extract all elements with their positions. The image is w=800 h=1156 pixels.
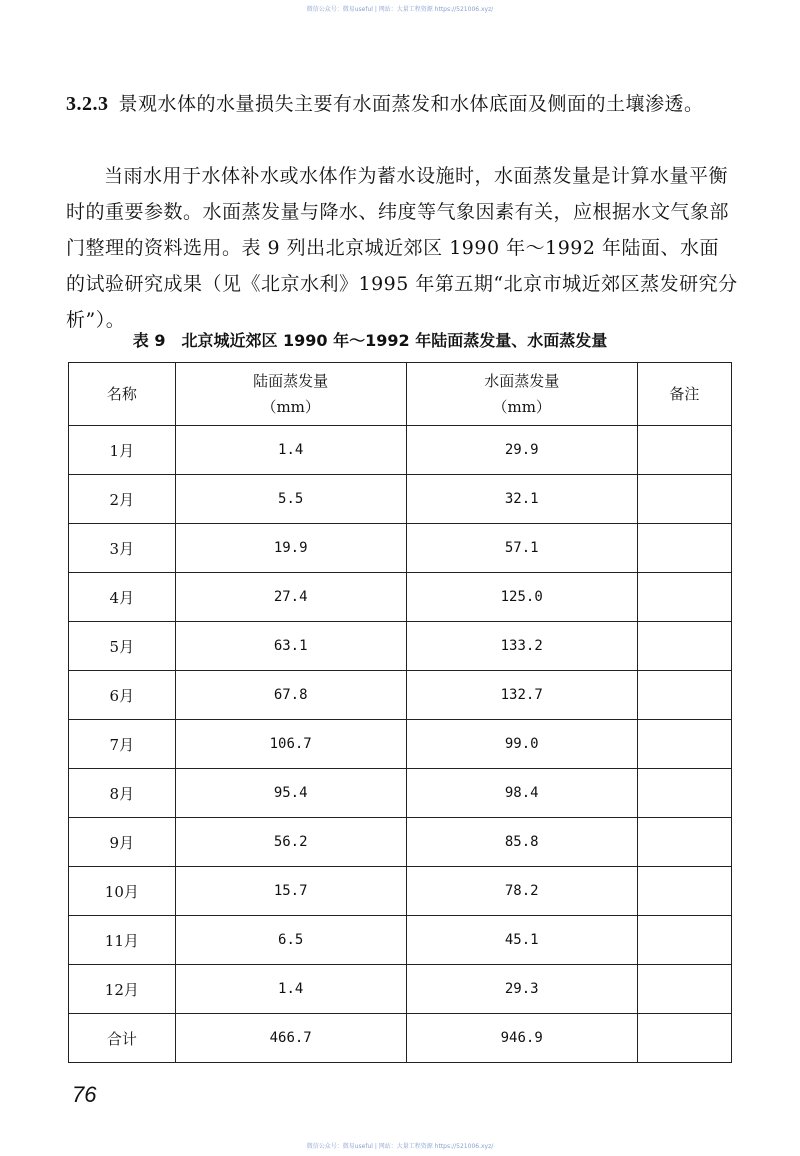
remarks-cell (637, 916, 731, 965)
table-row (69, 867, 732, 916)
land-evaporation-cell: 56.2 (175, 818, 406, 867)
header-cell (637, 363, 731, 426)
watermark-bottom: 微信公众号：微易useful | 网站：大量工程资源 https://521006.xyz/ (306, 1143, 494, 1150)
header-label: 备注 (669, 385, 700, 403)
month-cell: 8月 (69, 769, 176, 818)
land-evaporation-cell: 15.7 (175, 867, 406, 916)
land-evaporation-cell: 1.4 (175, 426, 406, 475)
land-evaporation-cell: 5.5 (175, 475, 406, 524)
section-text: 景观水体的水量损失主要有水面蒸发和水体底面及侧面的土壤渗透。 (118, 93, 704, 115)
remarks-cell (637, 671, 731, 720)
body-paragraph: 当雨水用于水体补水或水体作为蓄水设施时，水面蒸发量是计算水量平衡时的重要参数。水面蒸发量与降水、纬度等气象因素有关，应根据水文气象部门整理的资料选用。表 9 列出北京城近郊区 1990 年～1992 年陆面、水面的试验研究成果（见《北京水利》1995 年第五期“北京市城近郊区蒸发研究分析”）。 (66, 165, 738, 331)
month-cell: 5月 (69, 622, 176, 671)
watermark-top: 微信公众号：微易useful | 网站：大量工程资源 https://521006.xyz/ (306, 6, 494, 13)
land-evaporation-cell: 27.4 (175, 573, 406, 622)
remarks-cell (637, 1014, 731, 1063)
table-row (69, 426, 732, 475)
month-cell: 12月 (69, 965, 176, 1014)
table-row (69, 769, 732, 818)
header-cell (69, 363, 176, 426)
header-cell (406, 363, 637, 426)
land-evaporation-cell: 95.4 (175, 769, 406, 818)
land-evaporation-cell: 6.5 (175, 916, 406, 965)
month-cell: 3月 (69, 524, 176, 573)
remarks-cell (637, 720, 731, 769)
land-evaporation-cell: 63.1 (175, 622, 406, 671)
header-label: 水面蒸发量 (484, 372, 560, 390)
table-row (69, 573, 732, 622)
header-unit: （mm） (261, 398, 320, 416)
water-evaporation-cell: 32.1 (406, 475, 637, 524)
land-evaporation-cell: 1.4 (175, 965, 406, 1014)
water-evaporation-cell: 57.1 (406, 524, 637, 573)
table-header-row (69, 363, 732, 426)
water-evaporation-cell: 99.0 (406, 720, 637, 769)
water-evaporation-cell: 125.0 (406, 573, 637, 622)
header-label: 陆面蒸发量 (253, 372, 329, 390)
table-row (69, 818, 732, 867)
month-cell: 4月 (69, 573, 176, 622)
land-evaporation-cell: 106.7 (175, 720, 406, 769)
evaporation-table (68, 362, 732, 1063)
water-evaporation-cell: 78.2 (406, 867, 637, 916)
month-cell: 10月 (69, 867, 176, 916)
land-evaporation-cell: 466.7 (175, 1014, 406, 1063)
month-cell: 11月 (69, 916, 176, 965)
table-row (69, 1014, 732, 1063)
remarks-cell (637, 818, 731, 867)
water-evaporation-cell: 132.7 (406, 671, 637, 720)
table-row (69, 720, 732, 769)
remarks-cell (637, 524, 731, 573)
remarks-cell (637, 475, 731, 524)
remarks-cell (637, 965, 731, 1014)
month-cell: 合计 (69, 1014, 176, 1063)
water-evaporation-cell: 98.4 (406, 769, 637, 818)
water-evaporation-cell: 29.3 (406, 965, 637, 1014)
page-number: 76 (72, 1082, 97, 1107)
table-row (69, 671, 732, 720)
water-evaporation-cell: 946.9 (406, 1014, 637, 1063)
month-cell: 1月 (69, 426, 176, 475)
land-evaporation-cell: 67.8 (175, 671, 406, 720)
header-label: 名称 (106, 385, 137, 403)
header-unit: （mm） (492, 398, 551, 416)
remarks-cell (637, 769, 731, 818)
month-cell: 6月 (69, 671, 176, 720)
table-row (69, 916, 732, 965)
remarks-cell (637, 622, 731, 671)
table-caption: 表 9 北京城近郊区 1990 年～1992 年陆面蒸发量、水面蒸发量 (132, 331, 608, 350)
table-row (69, 524, 732, 573)
month-cell: 7月 (69, 720, 176, 769)
remarks-cell (637, 867, 731, 916)
water-evaporation-cell: 85.8 (406, 818, 637, 867)
water-evaporation-cell: 29.9 (406, 426, 637, 475)
remarks-cell (637, 426, 731, 475)
remarks-cell (637, 573, 731, 622)
water-evaporation-cell: 45.1 (406, 916, 637, 965)
table-row (69, 475, 732, 524)
month-cell: 9月 (69, 818, 176, 867)
section-number: 3.2.3 (66, 93, 109, 115)
water-evaporation-cell: 133.2 (406, 622, 637, 671)
land-evaporation-cell: 19.9 (175, 524, 406, 573)
table-row (69, 622, 732, 671)
header-cell (175, 363, 406, 426)
table-row (69, 965, 732, 1014)
section-heading (66, 86, 738, 122)
month-cell: 2月 (69, 475, 176, 524)
